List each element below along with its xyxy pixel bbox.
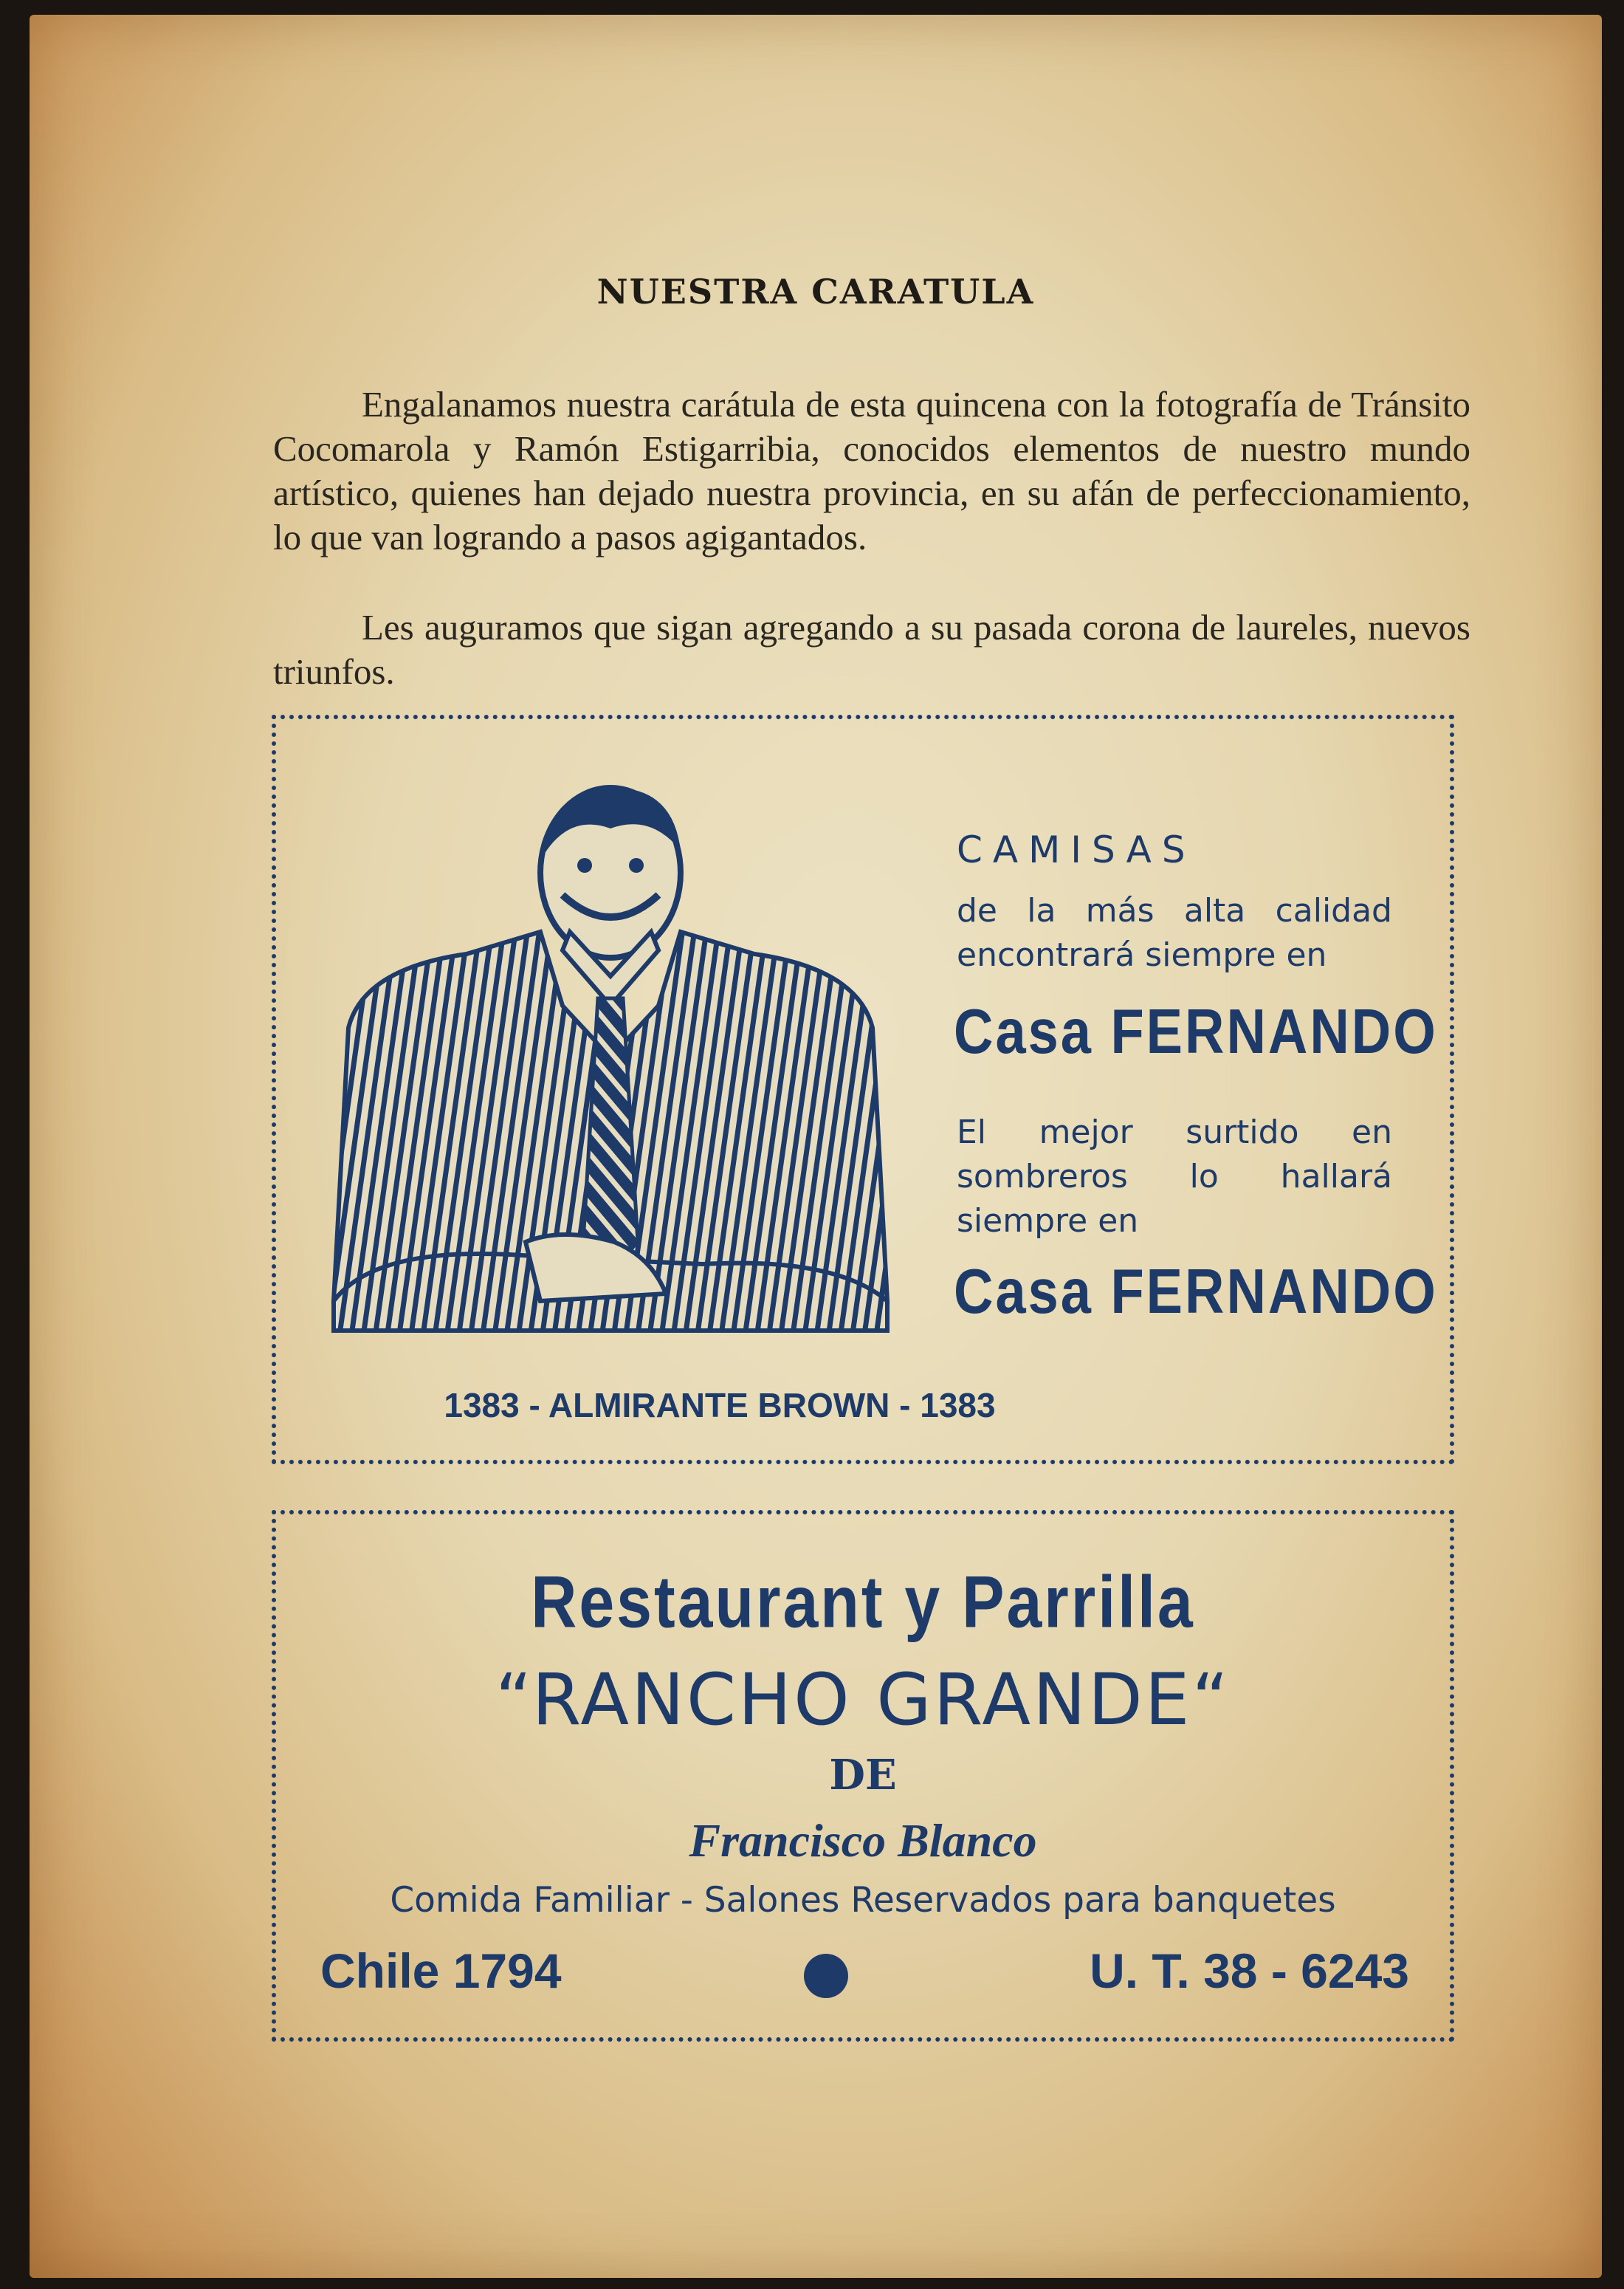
ad-restaurant-phone: U. T. 38 - 6243: [1090, 1943, 1409, 1998]
article-paragraph-2: Les auguramos que sigan agregando a su pasada corona de laureles, nuevos triunfos.: [273, 607, 1470, 692]
ad-camisas-heading: CAMISAS: [957, 828, 1196, 871]
ad-rancho-grande: [272, 1510, 1454, 2042]
man-in-striped-shirt-illustration-icon: [319, 784, 902, 1345]
ad-restaurant-name: “RANCHO GRANDE“: [495, 1658, 1231, 1741]
article-paragraph-1: Engalanamos nuestra carátula de esta quincena con la fotografía de Tránsito Cocomarola y Ramón Estigarribia, conocidos elementos de nuestro mundo artístico, quienes han dejado nuestra provincia, en su afán de perfeccionamiento, lo que van logrando a pasos agigantados.: [273, 384, 1470, 557]
ad-line-hats: El mejor surtido en sombreros lo hallará siempre en: [957, 1113, 1392, 1240]
ad-services: Comida Familiar - Salones Reservados para banquetes: [390, 1880, 1336, 1921]
ad-restaurant-type: Restaurant y Parrilla: [531, 1561, 1195, 1644]
article-title: NUESTRA CARATULA: [596, 272, 1035, 312]
bullet-dot-icon: [804, 1954, 848, 1998]
magazine-page: [30, 15, 1602, 2278]
ad-address: 1383 - ALMIRANTE BROWN - 1383: [444, 1386, 996, 1424]
ad-casa-fernando: [272, 715, 1454, 1464]
ad-store-name-2: Casa FERNANDO: [954, 1255, 1438, 1327]
ad-restaurant-address: Chile 1794: [320, 1943, 562, 1998]
ad-de-label: DE: [829, 1751, 897, 1799]
ad-owner-name: Francisco Blanco: [689, 1814, 1037, 1867]
ad-store-name-1: Casa FERNANDO: [954, 995, 1438, 1067]
ad-line-quality: de la más alta calidad encontrará siempre en: [957, 892, 1392, 974]
